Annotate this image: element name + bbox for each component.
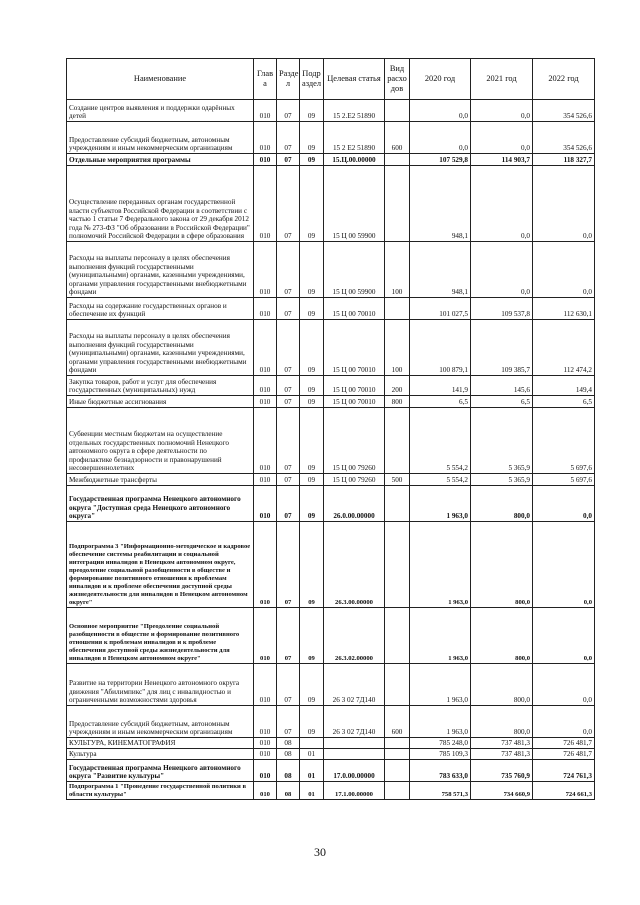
cell-2022: 6,5 [533,396,595,408]
cell-2021: 5 365,9 [471,408,533,474]
cell-article: 26.0.00.00000 [324,486,385,522]
cell-name: Основное мероприятие "Преодоление социальной разобщенности в обществе и формирование позитивного отношения к проблемам инвалидов и к проблеме обеспечения доступной среды жизнедеятельности для инвалидов в Ненецком автономном округе" [67,608,254,664]
cell-podrazdel: 09 [300,242,324,298]
header-name: Наименование [67,59,254,100]
cell-podrazdel: 09 [300,664,324,706]
cell-2020: 1 963,0 [410,706,471,738]
cell-2020: 0,0 [410,100,471,122]
cell-2022: 724 661,3 [533,782,595,800]
cell-razdel: 07 [277,474,300,486]
cell-name: Межбюджетные трансферты [67,474,254,486]
cell-podrazdel: 01 [300,782,324,800]
cell-razdel: 07 [277,408,300,474]
cell-razdel: 07 [277,298,300,320]
cell-2020: 948,1 [410,166,471,242]
table-row [67,100,595,122]
cell-name: Государственная программа Ненецкого автономного округа "Развитие культуры" [67,760,254,782]
cell-2022: 354 526,6 [533,100,595,122]
cell-vid [385,100,410,122]
cell-name: Создание центров выявления и поддержки одарённых детей [67,100,254,122]
cell-glava: 010 [254,664,277,706]
cell-2021: 737 481,3 [471,749,533,760]
table-header-row [67,59,595,100]
cell-vid: 100 [385,242,410,298]
cell-razdel: 07 [277,664,300,706]
cell-2021: 800,0 [471,486,533,522]
cell-vid: 500 [385,474,410,486]
cell-glava: 010 [254,298,277,320]
cell-article: 15 Ц 00 79260 [324,408,385,474]
table-row [67,749,595,760]
cell-2020: 785 109,3 [410,749,471,760]
cell-glava: 010 [254,608,277,664]
cell-name: Осуществление переданных органам государственной власти субъектов Российской Федерации в соответствии с частью 1 статьи 7 Федерального закона от 29 декабря 2012 года № 273-ФЗ "Об образовании в Российской Федерации" полномочий Российской Федерации в сфере образования [67,166,254,242]
cell-name: Подпрограмма 3 "Информационно-методическое и кадровое обеспечение системы реабилитации и социальной интеграции инвалидов в Ненецком автономном округе, преодоление социальной разобщенности в обществе и формирование позитивного отношения к проблемам инвалидов и к проблеме обеспечения доступной среды жизнедеятельности для инвалидов в Ненецком автономном округе" [67,522,254,608]
cell-vid [385,166,410,242]
cell-2020: 107 529,8 [410,154,471,166]
cell-article: 17.0.00.00000 [324,760,385,782]
cell-razdel: 08 [277,749,300,760]
cell-article [324,749,385,760]
table-row [67,154,595,166]
cell-vid [385,749,410,760]
cell-2021: 6,5 [471,396,533,408]
table-row [67,122,595,154]
cell-razdel: 08 [277,782,300,800]
table-row [67,320,595,376]
cell-name: Закупка товаров, работ и услуг для обеспечения государственных (муниципальных) нужд [67,376,254,396]
table-row [67,298,595,320]
budget-table [66,58,595,800]
cell-article: 15 Ц 00 79260 [324,474,385,486]
cell-vid [385,608,410,664]
cell-2022: 0,0 [533,608,595,664]
cell-podrazdel: 09 [300,376,324,396]
cell-name: Расходы на выплаты персоналу в целях обеспечения выполнения функций государственными (муниципальными) органами, казенными учреждениями, органами управления государственными внебюджетными фондами [67,320,254,376]
cell-razdel: 08 [277,738,300,749]
cell-2021: 0,0 [471,166,533,242]
cell-2022: 726 481,7 [533,738,595,749]
cell-2021: 735 760,9 [471,760,533,782]
table-row [67,474,595,486]
cell-article: 15 Ц 00 70010 [324,376,385,396]
cell-article: 15 2.Е2 51890 [324,100,385,122]
cell-2020: 1 963,0 [410,486,471,522]
cell-razdel: 07 [277,122,300,154]
cell-podrazdel: 09 [300,706,324,738]
cell-razdel: 07 [277,522,300,608]
cell-2022: 112 474,2 [533,320,595,376]
cell-razdel: 07 [277,376,300,396]
table-row [67,408,595,474]
table-row [67,664,595,706]
cell-2021: 800,0 [471,522,533,608]
table-row [67,486,595,522]
cell-2022: 726 481,7 [533,749,595,760]
page-number: 30 [314,845,326,859]
cell-glava: 010 [254,166,277,242]
cell-article: 15 Ц 00 70010 [324,298,385,320]
cell-glava: 010 [254,522,277,608]
cell-2021: 109 537,8 [471,298,533,320]
cell-podrazdel: 09 [300,522,324,608]
cell-2022: 149,4 [533,376,595,396]
cell-2020: 1 963,0 [410,608,471,664]
cell-2022: 5 697,6 [533,408,595,474]
cell-2022: 118 327,7 [533,154,595,166]
cell-podrazdel: 09 [300,608,324,664]
cell-article: 15 Ц 00 59900 [324,242,385,298]
cell-2022: 0,0 [533,166,595,242]
cell-2021: 5 365,9 [471,474,533,486]
cell-name: Предоставление субсидий бюджетным, автономным учреждениям и иным некоммерческим организациям [67,706,254,738]
cell-2022: 354 526,6 [533,122,595,154]
cell-2022: 0,0 [533,522,595,608]
cell-razdel: 07 [277,242,300,298]
cell-2020: 1 963,0 [410,522,471,608]
cell-glava: 010 [254,486,277,522]
cell-glava: 010 [254,376,277,396]
cell-name: Культура [67,749,254,760]
cell-2021: 109 385,7 [471,320,533,376]
cell-razdel: 07 [277,608,300,664]
cell-vid [385,298,410,320]
cell-article: 15 2 Е2 51890 [324,122,385,154]
cell-vid: 600 [385,706,410,738]
cell-2022: 0,0 [533,664,595,706]
cell-podrazdel: 09 [300,408,324,474]
cell-podrazdel: 09 [300,474,324,486]
cell-name: Расходы на выплаты персоналу в целях обеспечения выполнения функций государственными (муниципальными) органами, казенными учреждениями, органами управления государственными внебюджетными фондами [67,242,254,298]
cell-article: 15 Ц 00 59900 [324,166,385,242]
cell-2021: 0,0 [471,122,533,154]
cell-2020: 141,9 [410,376,471,396]
cell-2022: 5 697,6 [533,474,595,486]
cell-name: Развитие на территории Ненецкого автономного округа движения "Абилимпикс" для лиц с инвалидностью и ограниченными возможностями здоровья [67,664,254,706]
cell-2020: 101 027,5 [410,298,471,320]
cell-2020: 758 571,3 [410,782,471,800]
cell-razdel: 07 [277,486,300,522]
header-vid: Вид расхо дов [385,59,410,100]
cell-podrazdel [300,738,324,749]
cell-2020: 5 554,2 [410,408,471,474]
cell-2020: 948,1 [410,242,471,298]
cell-glava: 010 [254,396,277,408]
cell-razdel: 07 [277,320,300,376]
cell-article: 17.1.00.00000 [324,782,385,800]
cell-podrazdel: 09 [300,122,324,154]
cell-vid: 600 [385,122,410,154]
cell-name: Субвенции местным бюджетам на осуществление отдельных государственных полномочий Ненецкого автономного округа в сфере деятельности по профилактике безнадзорности и правонарушений несовершеннолетних [67,408,254,474]
header-podrazdel: Подр аздел [300,59,324,100]
table-row [67,760,595,782]
cell-name: Иные бюджетные ассигнования [67,396,254,408]
cell-name: Государственная программа Ненецкого автономного округа "Доступная среда Ненецкого автономного округа" [67,486,254,522]
cell-glava: 010 [254,474,277,486]
cell-vid: 200 [385,376,410,396]
cell-name: Отдельные мероприятия программы [67,154,254,166]
table-row [67,242,595,298]
cell-article: 26 3 02 7Д140 [324,706,385,738]
table-row [67,608,595,664]
header-2020: 2020 год [410,59,471,100]
header-glava: Глав а [254,59,277,100]
table-body [67,100,595,800]
cell-podrazdel: 09 [300,320,324,376]
cell-name: Подпрограмма 1 "Проведение государственной политики в области культуры" [67,782,254,800]
cell-name: КУЛЬТУРА, КИНЕМАТОГРАФИЯ [67,738,254,749]
cell-2021: 800,0 [471,706,533,738]
cell-glava: 010 [254,242,277,298]
table-row [67,166,595,242]
cell-2020: 785 248,0 [410,738,471,749]
cell-article: 26.3.02.00000 [324,608,385,664]
cell-glava: 010 [254,760,277,782]
table-row [67,782,595,800]
cell-article [324,738,385,749]
header-razdel: Разде л [277,59,300,100]
cell-2021: 734 660,9 [471,782,533,800]
table-row [67,396,595,408]
cell-vid [385,782,410,800]
cell-vid [385,664,410,706]
cell-glava: 010 [254,320,277,376]
cell-2020: 100 879,1 [410,320,471,376]
cell-podrazdel: 09 [300,486,324,522]
header-article: Целевая статья [324,59,385,100]
table-row [67,738,595,749]
cell-2020: 783 633,0 [410,760,471,782]
cell-2020: 6,5 [410,396,471,408]
cell-razdel: 07 [277,706,300,738]
cell-glava: 010 [254,782,277,800]
cell-article: 15.Ц.00.00000 [324,154,385,166]
cell-razdel: 07 [277,396,300,408]
cell-vid [385,738,410,749]
cell-razdel: 08 [277,760,300,782]
cell-glava: 010 [254,706,277,738]
cell-glava: 010 [254,738,277,749]
table-row [67,522,595,608]
cell-glava: 010 [254,122,277,154]
cell-podrazdel: 01 [300,760,324,782]
cell-2021: 0,0 [471,242,533,298]
cell-glava: 010 [254,100,277,122]
table-row [67,706,595,738]
cell-2021: 0,0 [471,100,533,122]
cell-glava: 010 [254,408,277,474]
cell-glava: 010 [254,154,277,166]
header-2022: 2022 год [533,59,595,100]
cell-2022: 0,0 [533,242,595,298]
cell-razdel: 07 [277,100,300,122]
cell-2022: 0,0 [533,706,595,738]
cell-podrazdel: 09 [300,396,324,408]
cell-podrazdel: 09 [300,298,324,320]
cell-podrazdel: 09 [300,100,324,122]
cell-2022: 724 761,3 [533,760,595,782]
cell-article: 15 Ц 00 70010 [324,396,385,408]
cell-2021: 114 903,7 [471,154,533,166]
table-row [67,376,595,396]
cell-2020: 0,0 [410,122,471,154]
cell-vid [385,408,410,474]
cell-vid [385,760,410,782]
cell-vid: 100 [385,320,410,376]
cell-name: Расходы на содержание государственных органов и обеспечение их функций [67,298,254,320]
cell-2021: 800,0 [471,608,533,664]
cell-article: 26.3.00.00000 [324,522,385,608]
cell-vid [385,154,410,166]
cell-vid [385,486,410,522]
cell-2022: 112 630,1 [533,298,595,320]
cell-2021: 145,6 [471,376,533,396]
cell-razdel: 07 [277,154,300,166]
header-2021: 2021 год [471,59,533,100]
cell-podrazdel: 09 [300,154,324,166]
cell-2020: 1 963,0 [410,664,471,706]
cell-podrazdel: 09 [300,166,324,242]
cell-name: Предоставление субсидий бюджетным, автономным учреждениям и иным некоммерческим организациям [67,122,254,154]
cell-2022: 0,0 [533,486,595,522]
cell-2021: 800,0 [471,664,533,706]
cell-vid: 800 [385,396,410,408]
cell-glava: 010 [254,749,277,760]
cell-2020: 5 554,2 [410,474,471,486]
cell-razdel: 07 [277,166,300,242]
cell-article: 15 Ц 00 70010 [324,320,385,376]
cell-2021: 737 481,3 [471,738,533,749]
cell-podrazdel: 01 [300,749,324,760]
cell-vid [385,522,410,608]
cell-article: 26 3 02 7Д140 [324,664,385,706]
